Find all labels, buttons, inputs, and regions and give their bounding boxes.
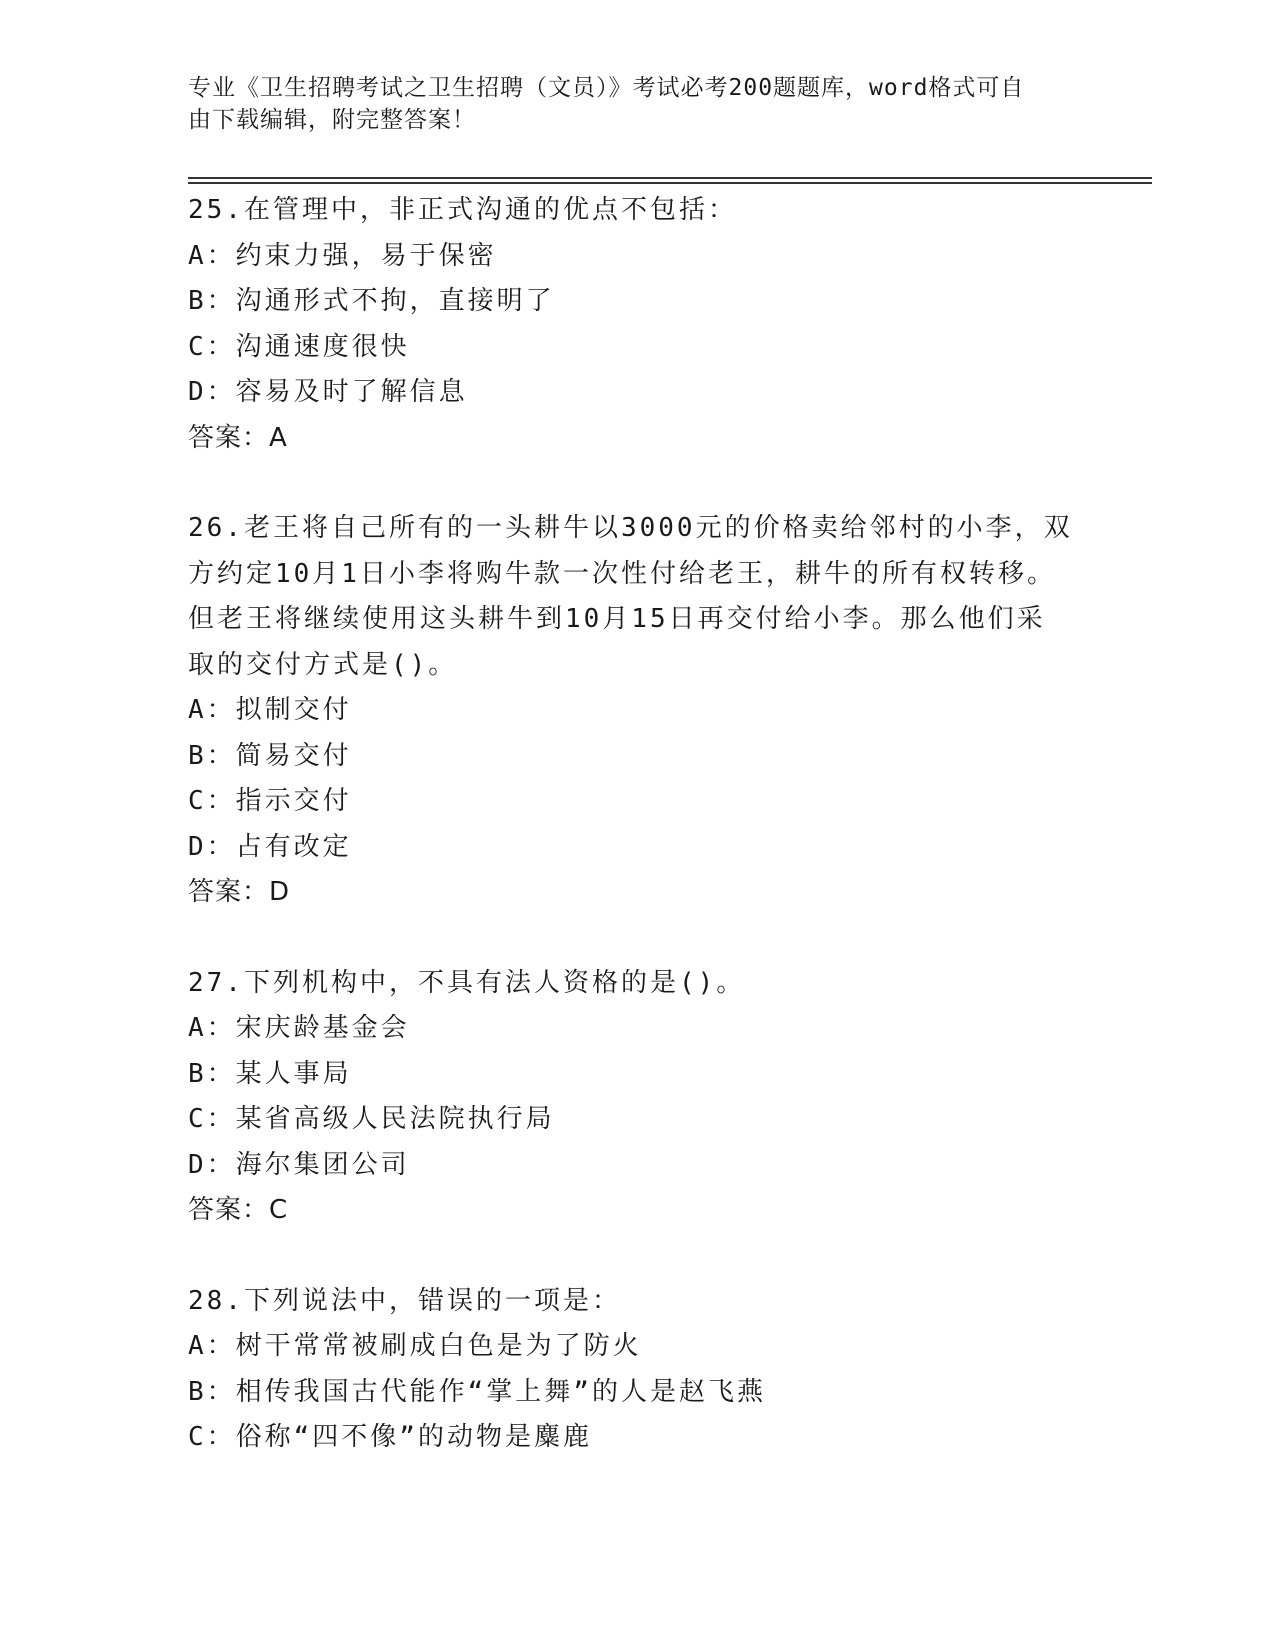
option-b: B：相传我国古代能作“掌上舞”的人是赵飞燕 <box>188 1376 766 1407</box>
header-divider <box>188 177 1152 179</box>
option-a: A：拟制交付 <box>188 695 352 725</box>
question-stem: 方约定10月1日小李将购牛款一次性付给老王，耕牛的所有权转移。 <box>188 558 1056 589</box>
header-line: 专业《卫生招聘考试之卫生招聘（文员）》考试必考200题题库，word格式可自 <box>188 75 1025 101</box>
document-header <box>188 72 1088 136</box>
question-stem: 28.下列说法中，错误的一项是： <box>188 1285 621 1316</box>
question-26 <box>188 506 1088 916</box>
option-d: D：海尔集团公司 <box>188 1149 410 1180</box>
question-27 <box>188 961 1088 1234</box>
question-28 <box>188 1279 1088 1461</box>
question-stem: 27.下列机构中，不具有法人资格的是()。 <box>188 967 746 998</box>
question-stem: 取的交付方式是()。 <box>188 649 458 680</box>
question-stem: 25.在管理中，非正式沟通的优点不包括： <box>188 195 737 225</box>
option-d: D：容易及时了解信息 <box>188 377 468 407</box>
question-25 <box>188 188 1088 461</box>
answer-label: 答案：C <box>188 1195 289 1225</box>
option-a: A：树干常常被刷成白色是为了防火 <box>188 1331 642 1361</box>
header-divider <box>188 182 1152 184</box>
option-b: B：沟通形式不拘，直接明了 <box>188 286 555 316</box>
option-c: C：俗称“四不像”的动物是麋鹿 <box>188 1422 592 1452</box>
option-c: C：某省高级人民法院执行局 <box>188 1104 555 1134</box>
option-d: D：占有改定 <box>188 831 352 862</box>
option-b: B：某人事局 <box>188 1058 352 1089</box>
question-stem: 但老王将继续使用这头耕牛到10月15日再交付给小李。那么他们采 <box>188 604 1046 634</box>
option-c: C：指示交付 <box>188 786 352 816</box>
header-line: 由下载编辑，附完整答案！ <box>188 107 476 133</box>
question-stem: 26.老王将自己所有的一头耕牛以3000元的价格卖给邻村的小李，双 <box>188 513 1073 543</box>
option-b: B：简易交付 <box>188 740 352 771</box>
option-a: A：宋庆龄基金会 <box>188 1013 410 1043</box>
option-c: C：沟通速度很快 <box>188 331 410 362</box>
answer-label: 答案：A <box>188 422 288 453</box>
option-a: A：约束力强，易于保密 <box>188 240 497 271</box>
question-list <box>188 188 1088 1506</box>
answer-label: 答案：D <box>188 877 291 907</box>
